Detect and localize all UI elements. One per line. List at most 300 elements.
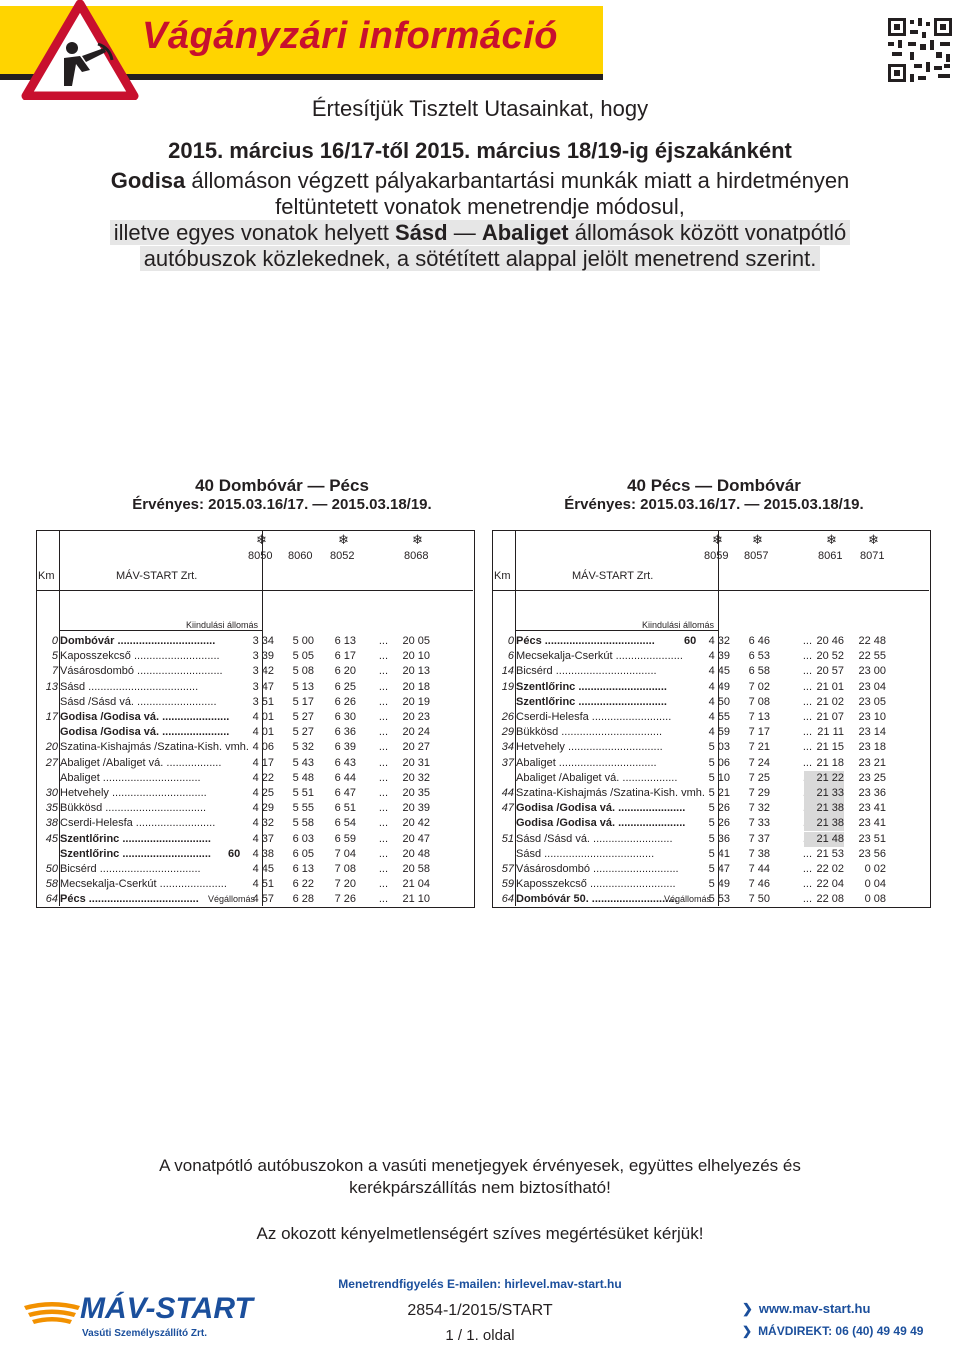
departure-time: 7 50 [748, 893, 770, 906]
km-value: 64 [45, 893, 58, 906]
apology-note: Az okozott kényelmetlenségért szíves megértésüket kérjük! [256, 1224, 704, 1243]
departure-time: 21 33 [804, 786, 844, 801]
station-name: Szentlőrinc ............................. [60, 847, 211, 860]
departure-time: 20 31 [402, 756, 430, 769]
departure-time: 7 33 [748, 817, 770, 830]
km-value: 34 [501, 741, 514, 754]
train-number: 8057 [744, 550, 769, 562]
departure-time: 23 18 [858, 741, 886, 754]
departure-time: 6 51 [334, 802, 356, 815]
km-value: 17 [45, 711, 58, 723]
departure-time: 20 39 [402, 802, 430, 815]
timetable-row [492, 680, 929, 695]
station-name: Cserdi-Helesfa .......................... [60, 817, 216, 830]
departure-time: 4 25 [252, 787, 274, 799]
departure-time: 6 30 [334, 711, 356, 723]
station-name: Szatina-Kishajmás /Szatina-Kish. vmh. [60, 741, 249, 754]
departure-time: 0 08 [864, 893, 886, 906]
departure-time: 20 18 [402, 680, 430, 693]
departure-time: 5 10 [708, 771, 730, 784]
departure-time: 5 27 [292, 726, 314, 739]
departure-time: 4 49 [708, 680, 730, 693]
timetable-row [36, 649, 473, 664]
station-name: Mecsekalja-Cserkút ...................... [516, 650, 683, 663]
departure-time: 5 00 [292, 635, 314, 647]
departure-time: ... [378, 741, 388, 754]
departure-time: ... [378, 787, 388, 799]
departure-time: 20 46 [816, 635, 844, 647]
train-number: 8061 [818, 550, 843, 562]
departure-time: 5 26 [708, 802, 730, 815]
departure-time: 5 06 [708, 756, 730, 769]
departure-time: 6 22 [292, 878, 314, 891]
end-station-label: Végállomás [664, 894, 712, 904]
departure-time: 6 13 [292, 863, 314, 875]
station-name: Godisa /Godisa vá. ...................... [60, 726, 230, 739]
departure-time: 20 27 [402, 741, 430, 754]
right-timetable [492, 530, 929, 908]
departure-time: ... [802, 680, 812, 693]
departure-time: 7 24 [748, 756, 770, 769]
timetable-row [36, 634, 473, 649]
station-name: Szentlőrinc ............................. [516, 695, 667, 708]
departure-time: 21 01 [816, 680, 844, 693]
departure-time: 23 41 [858, 817, 886, 830]
train-number: 8071 [860, 550, 885, 562]
station-name: Vásárosdombó ............................ [516, 863, 679, 875]
timetable-row [492, 725, 929, 740]
km-value: 14 [501, 665, 514, 678]
departure-time: ... [378, 650, 388, 663]
km-header: Km [38, 570, 55, 582]
operator-label: MÁV-START Zrt. [572, 570, 654, 582]
departure-time: 23 21 [858, 756, 886, 769]
departure-time: 21 18 [816, 756, 844, 769]
departure-time: 20 35 [402, 787, 430, 799]
departure-time: 21 02 [816, 695, 844, 708]
page-number: 1 / 1. oldal [445, 1327, 515, 1344]
departure-time: ... [378, 680, 388, 693]
operator-label: MÁV-START Zrt. [116, 570, 198, 582]
departure-time: 22 08 [816, 893, 844, 906]
departure-time: 6 17 [334, 650, 356, 663]
timetable-row [36, 847, 473, 862]
departure-time: 20 57 [816, 665, 844, 678]
timetable-row [36, 892, 473, 907]
mav-logo-text: MÁV-START [80, 1292, 253, 1325]
departure-time: ... [378, 726, 388, 739]
departure-time: 7 17 [748, 726, 770, 739]
document-number: 2854-1/2015/START [407, 1302, 553, 1319]
departure-time: 20 23 [402, 711, 430, 723]
km-value: 58 [45, 878, 58, 891]
departure-time: 20 05 [402, 635, 430, 647]
night-train-icon: ❄ [338, 532, 349, 547]
km-value: 13 [45, 680, 58, 693]
station-name: Kaposszekcső ............................ [516, 878, 676, 891]
station-name: Abaliget ................................ [516, 756, 657, 769]
timetable-row [36, 862, 473, 877]
departure-time: ... [378, 817, 388, 830]
departure-time: 5 32 [292, 741, 314, 754]
departure-time: 22 48 [858, 635, 886, 647]
start-station-label: Kiindulási állomás [642, 620, 715, 630]
departure-time: 20 19 [402, 695, 430, 708]
km-value: 37 [501, 756, 514, 769]
right-table-title [524, 476, 904, 513]
departure-time: ... [802, 756, 812, 769]
departure-time: 20 58 [402, 863, 430, 875]
station-name: Godisa /Godisa vá. ...................... [60, 711, 230, 723]
intro-line-4: feltüntetett vonatok menetrendje módosul, [275, 194, 685, 219]
right-validity: Érvényes: 2015.03.16/17. — 2015.03.18/19. [564, 496, 864, 513]
departure-time: 20 10 [402, 650, 430, 663]
departure-time: 5 26 [708, 817, 730, 830]
timetable-row [492, 832, 929, 847]
intro-line-6: autóbuszok közlekednek, a sötétített alappal jelölt menetrend szerint. [0, 246, 960, 272]
departure-time: 5 53 [708, 893, 730, 906]
station-name: Szatina-Kishajmás /Szatina-Kish. vmh. [516, 787, 705, 799]
km-value: 47 [501, 802, 514, 815]
phone-link[interactable]: ❯ MÁVDIREKT: 06 (40) 49 49 49 [742, 1324, 924, 1338]
departure-time: 6 43 [334, 756, 356, 769]
departure-time: 23 41 [858, 802, 886, 815]
departure-time: 22 55 [858, 650, 886, 663]
departure-time: 5 55 [292, 802, 314, 815]
departure-time: 4 55 [708, 711, 730, 723]
departure-time: 6 28 [292, 893, 314, 906]
station-name: Abaliget ................................ [60, 771, 201, 784]
left-timetable [36, 530, 473, 908]
station-name: Hetvehely ............................... [60, 787, 207, 799]
timetable-row [492, 634, 929, 649]
night-train-icon: ❄ [752, 532, 763, 547]
timetable-row [492, 771, 929, 786]
night-train-icon: ❄ [712, 532, 723, 547]
station-name: Abaliget /Abaliget vá. .................. [516, 771, 678, 784]
departure-time: ... [802, 893, 812, 906]
timetable-row [492, 664, 929, 679]
warning-sign-icon [20, 0, 140, 100]
departure-time: 4 59 [708, 726, 730, 739]
departure-time: 20 48 [402, 847, 430, 860]
timetable-row [36, 786, 473, 801]
departure-time: ... [378, 878, 388, 891]
station-name: Vásárosdombó ............................ [60, 665, 223, 678]
departure-time: ... [378, 832, 388, 845]
timetable-row [36, 680, 473, 695]
departure-time: 20 42 [402, 817, 430, 830]
departure-time: 5 05 [292, 650, 314, 663]
departure-time: 0 02 [864, 863, 886, 875]
km-value: 59 [501, 878, 514, 891]
km-value: 38 [45, 817, 58, 830]
station-name: Abaliget /Abaliget vá. .................. [60, 756, 222, 769]
departure-time: 23 10 [858, 711, 886, 723]
intro-line-1: Értesítjük Tisztelt Utasainkat, hogy [311, 96, 649, 121]
night-train-icon: ❄ [826, 532, 837, 547]
timetable-row [36, 816, 473, 831]
km-value: 30 [45, 787, 58, 799]
station-name: Sásd .................................... [516, 847, 655, 860]
departure-time: 6 39 [334, 741, 356, 754]
departure-time: 6 58 [748, 665, 770, 678]
timetable-row [36, 725, 473, 740]
station-name: Pécs .................................... [516, 635, 655, 647]
station-name: Godisa /Godisa vá. ...................... [516, 817, 686, 830]
departure-time: 20 52 [816, 650, 844, 663]
timetable-row [36, 832, 473, 847]
departure-time: 20 13 [402, 665, 430, 678]
departure-time: 3 42 [252, 665, 274, 678]
timetable-row [492, 756, 929, 771]
banner-title: Vágányzári információ [142, 15, 558, 57]
timetable-row [492, 816, 929, 831]
station-name: Dombóvár 50. ............................ [516, 893, 678, 906]
departure-time: 4 50 [708, 695, 730, 708]
departure-time: 7 46 [748, 878, 770, 891]
mav-logo-subtitle: Vasúti Személyszállító Zrt. [82, 1328, 208, 1339]
departure-time: ... [378, 665, 388, 678]
departure-time: ... [378, 711, 388, 723]
km-value: 44 [501, 787, 514, 799]
train-number: 8059 [704, 550, 729, 562]
departure-time: ... [802, 726, 812, 739]
website-link[interactable]: ❯ www.mav-start.hu [742, 1301, 871, 1316]
station-name: Mecsekalja-Cserkút ...................... [60, 878, 227, 891]
departure-time: 4 57 [252, 893, 274, 906]
km-value: 50 [45, 863, 58, 875]
departure-time: 21 48 [804, 832, 844, 847]
departure-time: 23 36 [858, 787, 886, 799]
departure-time: 7 02 [748, 680, 770, 693]
departure-time: 20 24 [402, 726, 430, 739]
station-name: Godisa /Godisa vá. ...................... [516, 802, 686, 815]
qr-code-icon [886, 16, 954, 84]
train-number: 8060 [288, 550, 313, 562]
departure-time: 5 48 [292, 771, 314, 784]
departure-time: 4 37 [252, 832, 274, 845]
departure-time: 5 49 [708, 878, 730, 891]
km-value: 27 [45, 756, 58, 769]
departure-time: 4 01 [252, 726, 274, 739]
departure-time: 23 56 [858, 847, 886, 860]
departure-time: 21 53 [816, 847, 844, 860]
station-name: Dombóvár ................................ [60, 635, 216, 647]
km-header: Km [494, 570, 511, 582]
departure-time: ... [378, 802, 388, 815]
station-name: Sásd /Sásd vá. .......................... [516, 832, 673, 845]
night-train-icon: ❄ [868, 532, 879, 547]
departure-time: 3 34 [252, 635, 274, 647]
departure-time: 7 37 [748, 832, 770, 845]
departure-time: 22 04 [816, 878, 844, 891]
departure-time: 6 05 [292, 847, 314, 860]
departure-time: 5 27 [292, 711, 314, 723]
departure-time: 0 04 [864, 878, 886, 891]
timetable-row [492, 695, 929, 710]
chevron-right-icon: ❯ [742, 1301, 753, 1316]
newsletter-link[interactable]: Menetrendfigyelés E-mailen: hirlevel.mav-start.hu [338, 1277, 622, 1291]
departure-time: ... [802, 741, 812, 754]
departure-time: ... [378, 863, 388, 875]
departure-time: ... [802, 847, 812, 860]
departure-time: 6 36 [334, 726, 356, 739]
departure-time: ... [802, 665, 812, 678]
intro-text [0, 96, 960, 272]
departure-time: 7 25 [748, 771, 770, 784]
km-value: 7 [51, 665, 58, 678]
departure-time: 23 25 [858, 771, 886, 784]
timetable-row [36, 695, 473, 710]
departure-time: 5 08 [292, 665, 314, 678]
km-value: 20 [45, 741, 58, 754]
km-value: 45 [45, 832, 58, 845]
departure-time: 3 51 [252, 695, 274, 708]
km-value: 64 [501, 893, 514, 906]
connection-ref: 60 [684, 635, 697, 647]
night-train-icon: ❄ [412, 532, 423, 547]
chevron-right-icon: ❯ [742, 1324, 753, 1338]
departure-time: ... [378, 847, 388, 860]
departure-time: 4 17 [252, 756, 274, 769]
departure-time: 20 47 [402, 832, 430, 845]
departure-time: 6 47 [334, 787, 356, 799]
departure-time: 23 14 [858, 726, 886, 739]
station-name: Szentlőrinc ............................. [60, 832, 211, 845]
header-divider [492, 590, 929, 591]
timetable-row [492, 877, 929, 892]
timetable-row [36, 801, 473, 816]
left-table-title [92, 476, 472, 513]
departure-time: 7 29 [748, 787, 770, 799]
timetable-row [492, 862, 929, 877]
km-value: 19 [501, 680, 514, 693]
departure-time: 6 44 [334, 771, 356, 784]
km-value: 57 [501, 863, 514, 875]
timetable-row [36, 710, 473, 725]
departure-time: 6 13 [334, 635, 356, 647]
departure-time: 7 32 [748, 802, 770, 815]
timetable-row [492, 710, 929, 725]
departure-time: 7 44 [748, 863, 770, 875]
km-value: 0 [51, 635, 58, 647]
departure-time: 7 08 [334, 863, 356, 875]
end-station-label: Végállomás [208, 894, 256, 904]
left-route-title: 40 Dombóvár — Pécs [195, 476, 369, 495]
timetable-row [492, 892, 929, 907]
left-validity: Érvényes: 2015.03.16/17. — 2015.03.18/19. [132, 496, 432, 513]
departure-time: 6 25 [334, 680, 356, 693]
departure-time: 4 01 [252, 711, 274, 723]
departure-time: ... [378, 635, 388, 647]
departure-time: 5 43 [292, 756, 314, 769]
km-value: 0 [507, 635, 514, 647]
departure-time: 4 45 [708, 665, 730, 678]
train-number: 8052 [330, 550, 355, 562]
departure-time: 6 53 [748, 650, 770, 663]
departure-time: 20 32 [402, 771, 430, 784]
departure-time: 4 32 [252, 817, 274, 830]
departure-time: 3 39 [252, 650, 274, 663]
intro-line-2: 2015. március 16/17-től 2015. március 18/19-ig éjszakánként [168, 138, 792, 163]
station-name: Bicsérd ................................. [516, 665, 657, 678]
departure-time: 21 22 [804, 771, 844, 786]
station-name: Kaposszekcső ............................ [60, 650, 220, 663]
km-value: 51 [501, 832, 514, 845]
departure-time: 21 04 [402, 878, 430, 891]
timetable-row [492, 801, 929, 816]
departure-time: 6 46 [748, 635, 770, 647]
departure-time: 4 22 [252, 771, 274, 784]
timetable-row [492, 786, 929, 801]
timetable-row [492, 649, 929, 664]
station-name: Pécs .................................... [60, 893, 199, 906]
timetable-row [36, 771, 473, 786]
station-name: Bükkösd ................................. [516, 726, 663, 739]
bus-note-line-1: A vonatpótló autóbuszokon a vasúti menetjegyek érvényesek, együttes elhelyezés és [159, 1156, 801, 1175]
departure-time: 21 10 [402, 893, 430, 906]
departure-time: 6 59 [334, 832, 356, 845]
departure-time: ... [802, 863, 812, 875]
timetable-row [492, 847, 929, 862]
departure-time: 4 39 [708, 650, 730, 663]
body-divider [59, 630, 262, 631]
station-name: Szentlőrinc ............................. [516, 680, 667, 693]
departure-time: 7 04 [334, 847, 356, 860]
station-name: Bicsérd ................................. [60, 863, 201, 875]
departure-time: 7 13 [748, 711, 770, 723]
departure-time: 21 07 [816, 711, 844, 723]
departure-time: 4 32 [708, 635, 730, 647]
departure-time: 21 15 [816, 741, 844, 754]
departure-time: ... [802, 711, 812, 723]
departure-time: ... [378, 756, 388, 769]
departure-time: 21 38 [804, 816, 844, 831]
departure-time: 5 58 [292, 817, 314, 830]
departure-time: 5 47 [708, 863, 730, 875]
departure-time: ... [802, 695, 812, 708]
timetable-row [36, 756, 473, 771]
right-route-title: 40 Pécs — Dombóvár [627, 476, 801, 495]
departure-time: 3 47 [252, 680, 274, 693]
departure-time: 6 54 [334, 817, 356, 830]
departure-time: 5 21 [708, 787, 730, 799]
timetable-row [492, 740, 929, 755]
bus-note-line-2: kerékpárszállítás nem biztosítható! [349, 1178, 611, 1197]
departure-time: 21 38 [804, 801, 844, 816]
connection-ref: 60 [228, 847, 241, 860]
departure-time: 7 08 [748, 695, 770, 708]
timetable-row [36, 740, 473, 755]
km-value: 29 [501, 726, 514, 739]
departure-time: 6 26 [334, 695, 356, 708]
station-name: Sásd .................................... [60, 680, 199, 693]
departure-time: 21 11 [817, 726, 844, 739]
km-value: 35 [45, 802, 58, 815]
station-name: Cserdi-Helesfa .......................... [516, 711, 672, 723]
departure-time: ... [802, 878, 812, 891]
departure-time: 7 26 [334, 893, 356, 906]
departure-time: 5 41 [708, 847, 730, 860]
departure-time: ... [802, 650, 812, 663]
station-name: Hetvehely ............................... [516, 741, 663, 754]
departure-time: 23 04 [858, 680, 886, 693]
train-number: 8050 [248, 550, 273, 562]
departure-time: ... [378, 893, 388, 906]
bus-note [0, 1155, 960, 1199]
body-divider [515, 630, 718, 631]
